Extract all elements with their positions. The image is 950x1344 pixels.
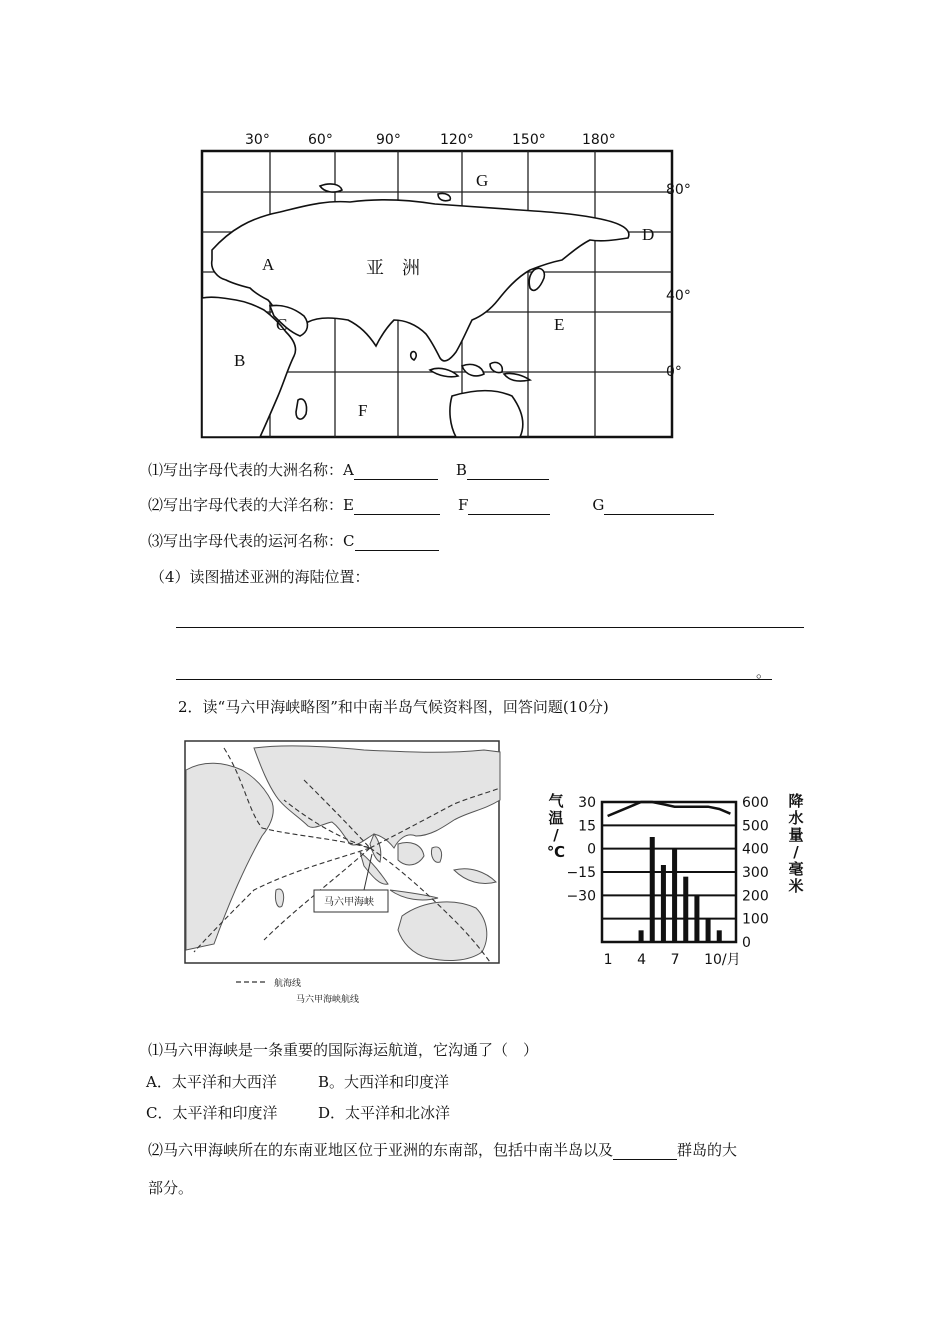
map-label-F: F [358,401,368,420]
q1-label-c: C [343,532,355,550]
blank-e[interactable] [354,498,440,515]
lat-label-40: 40° [666,288,691,304]
precip-bar [694,895,699,942]
blank-b[interactable] [467,463,549,480]
precip-axis-title: 米 [788,877,804,895]
q1-label-a: A [343,461,354,479]
map-label-E: E [554,315,565,334]
map-label-G: G [476,171,489,190]
precip-bar [672,849,677,942]
precip-tick-label: 200 [742,888,769,905]
map2-strait-label: 马六甲海峡 [324,897,374,908]
month-tick-label: 4 [637,952,647,968]
precip-bar [650,837,655,942]
temp-tick-label: 30 [578,795,596,811]
lon-label-180: 180° [582,132,616,148]
temp-axis-title: / [553,826,559,844]
q2-sub2-text: ⑵马六甲海峡所在的东南亚地区位于亚洲的东南部，包括中南半岛以及 [148,1141,614,1159]
q1-line3 [148,531,439,551]
temp-tick-label: 15 [578,818,596,835]
answer-end-mark: 。 [756,663,772,681]
month-tick-label: 10/月 [704,952,741,968]
precip-axis-title: 水 [788,809,804,827]
map2-legend-caption: 马六甲海峡航线 [296,995,360,1005]
q2-heading: 2．读“马六甲海峡略图”和中南半岛气候资料图，回答问题(10分) [178,698,609,716]
q2-option-c[interactable]: C．太平洋和印度洋 [146,1104,278,1122]
eurasia-map [190,120,710,450]
map-label-C: C [276,315,288,334]
precip-axis-title: 降 [788,792,804,810]
lon-label-30: 30° [245,132,270,148]
q1-line4: （4）读图描述亚洲的海陆位置： [150,568,370,586]
precip-bar [639,930,644,942]
temp-tick-label: 0 [587,841,596,858]
q2-sub2-line1 [148,1140,737,1160]
blank-g[interactable] [604,498,714,515]
q1-line2 [148,495,714,515]
precip-tick-label: 600 [742,795,769,811]
answer-line-1[interactable] [176,627,804,628]
month-tick-label: 1 [603,952,613,968]
temp-tick-label: −30 [566,888,596,905]
malacca-map-svg [184,740,502,1008]
precip-axis-title: 毫 [788,860,804,878]
lat-label-80: 80° [666,182,691,198]
precip-axis-title: 量 [788,826,804,844]
map-label-continent: 亚 洲 [366,258,420,279]
precip-axis-title: / [793,843,799,861]
blank-islands[interactable] [613,1143,677,1160]
q1-label-b: B [455,461,467,479]
answer-line-2[interactable] [176,679,772,680]
map-label-A: A [262,255,275,274]
blank-f[interactable] [468,498,550,515]
lat-label-0: 0° [666,364,682,380]
q2-sub2-after: 群岛的大 [677,1141,738,1159]
map-label-D: D [642,225,655,244]
precip-tick-label: 500 [742,818,769,835]
climate-chart-svg [546,786,806,976]
q1-line2-text: ⑵写出字母代表的大洋名称： [148,496,344,514]
lon-label-150: 150° [512,132,546,148]
q1-label-e: E [343,496,354,514]
q2-option-a[interactable]: A．太平洋和大西洋 [146,1073,277,1091]
q2-sub1 [148,1040,538,1060]
q1-line1 [148,460,549,480]
temp-tick-label: −15 [566,865,596,881]
temp-axis-title: ℃ [546,843,566,861]
precip-bar [717,930,722,942]
q1-line1-text: ⑴写出字母代表的大洲名称： [148,461,344,479]
lon-label-60: 60° [308,132,333,148]
malacca-map [184,740,502,1008]
q2-option-d[interactable]: D．太平洋和北冰洋 [318,1104,451,1122]
lon-label-120: 120° [440,132,474,148]
q2-sub2-line2: 部分。 [148,1179,194,1197]
precip-tick-label: 100 [742,911,769,928]
q2-sub1-text: ⑴马六甲海峡是一条重要的国际海运航道，它沟通了（ ） [148,1041,539,1059]
blank-a[interactable] [354,463,438,480]
temp-axis-title: 气 [548,792,564,810]
precip-tick-label: 0 [742,935,751,951]
precip-tick-label: 300 [742,865,769,881]
eurasia-map-svg [190,120,710,450]
precip-tick-label: 400 [742,841,769,858]
precip-bar [683,877,688,942]
q1-label-g: G [592,496,605,514]
map-label-B: B [234,351,246,370]
month-tick-label: 7 [670,952,680,968]
q2-option-b[interactable]: B。大西洋和印度洋 [318,1073,450,1091]
climate-chart [546,786,806,976]
lon-label-90: 90° [376,132,401,148]
q1-label-f: F [457,496,469,514]
q1-line3-text: ⑶写出字母代表的运河名称： [148,532,344,550]
precip-bar [661,865,666,942]
map2-legend-line: 航海线 [274,979,302,989]
temp-axis-title: 温 [548,809,564,827]
blank-c[interactable] [355,534,439,551]
precip-bar [706,919,711,942]
